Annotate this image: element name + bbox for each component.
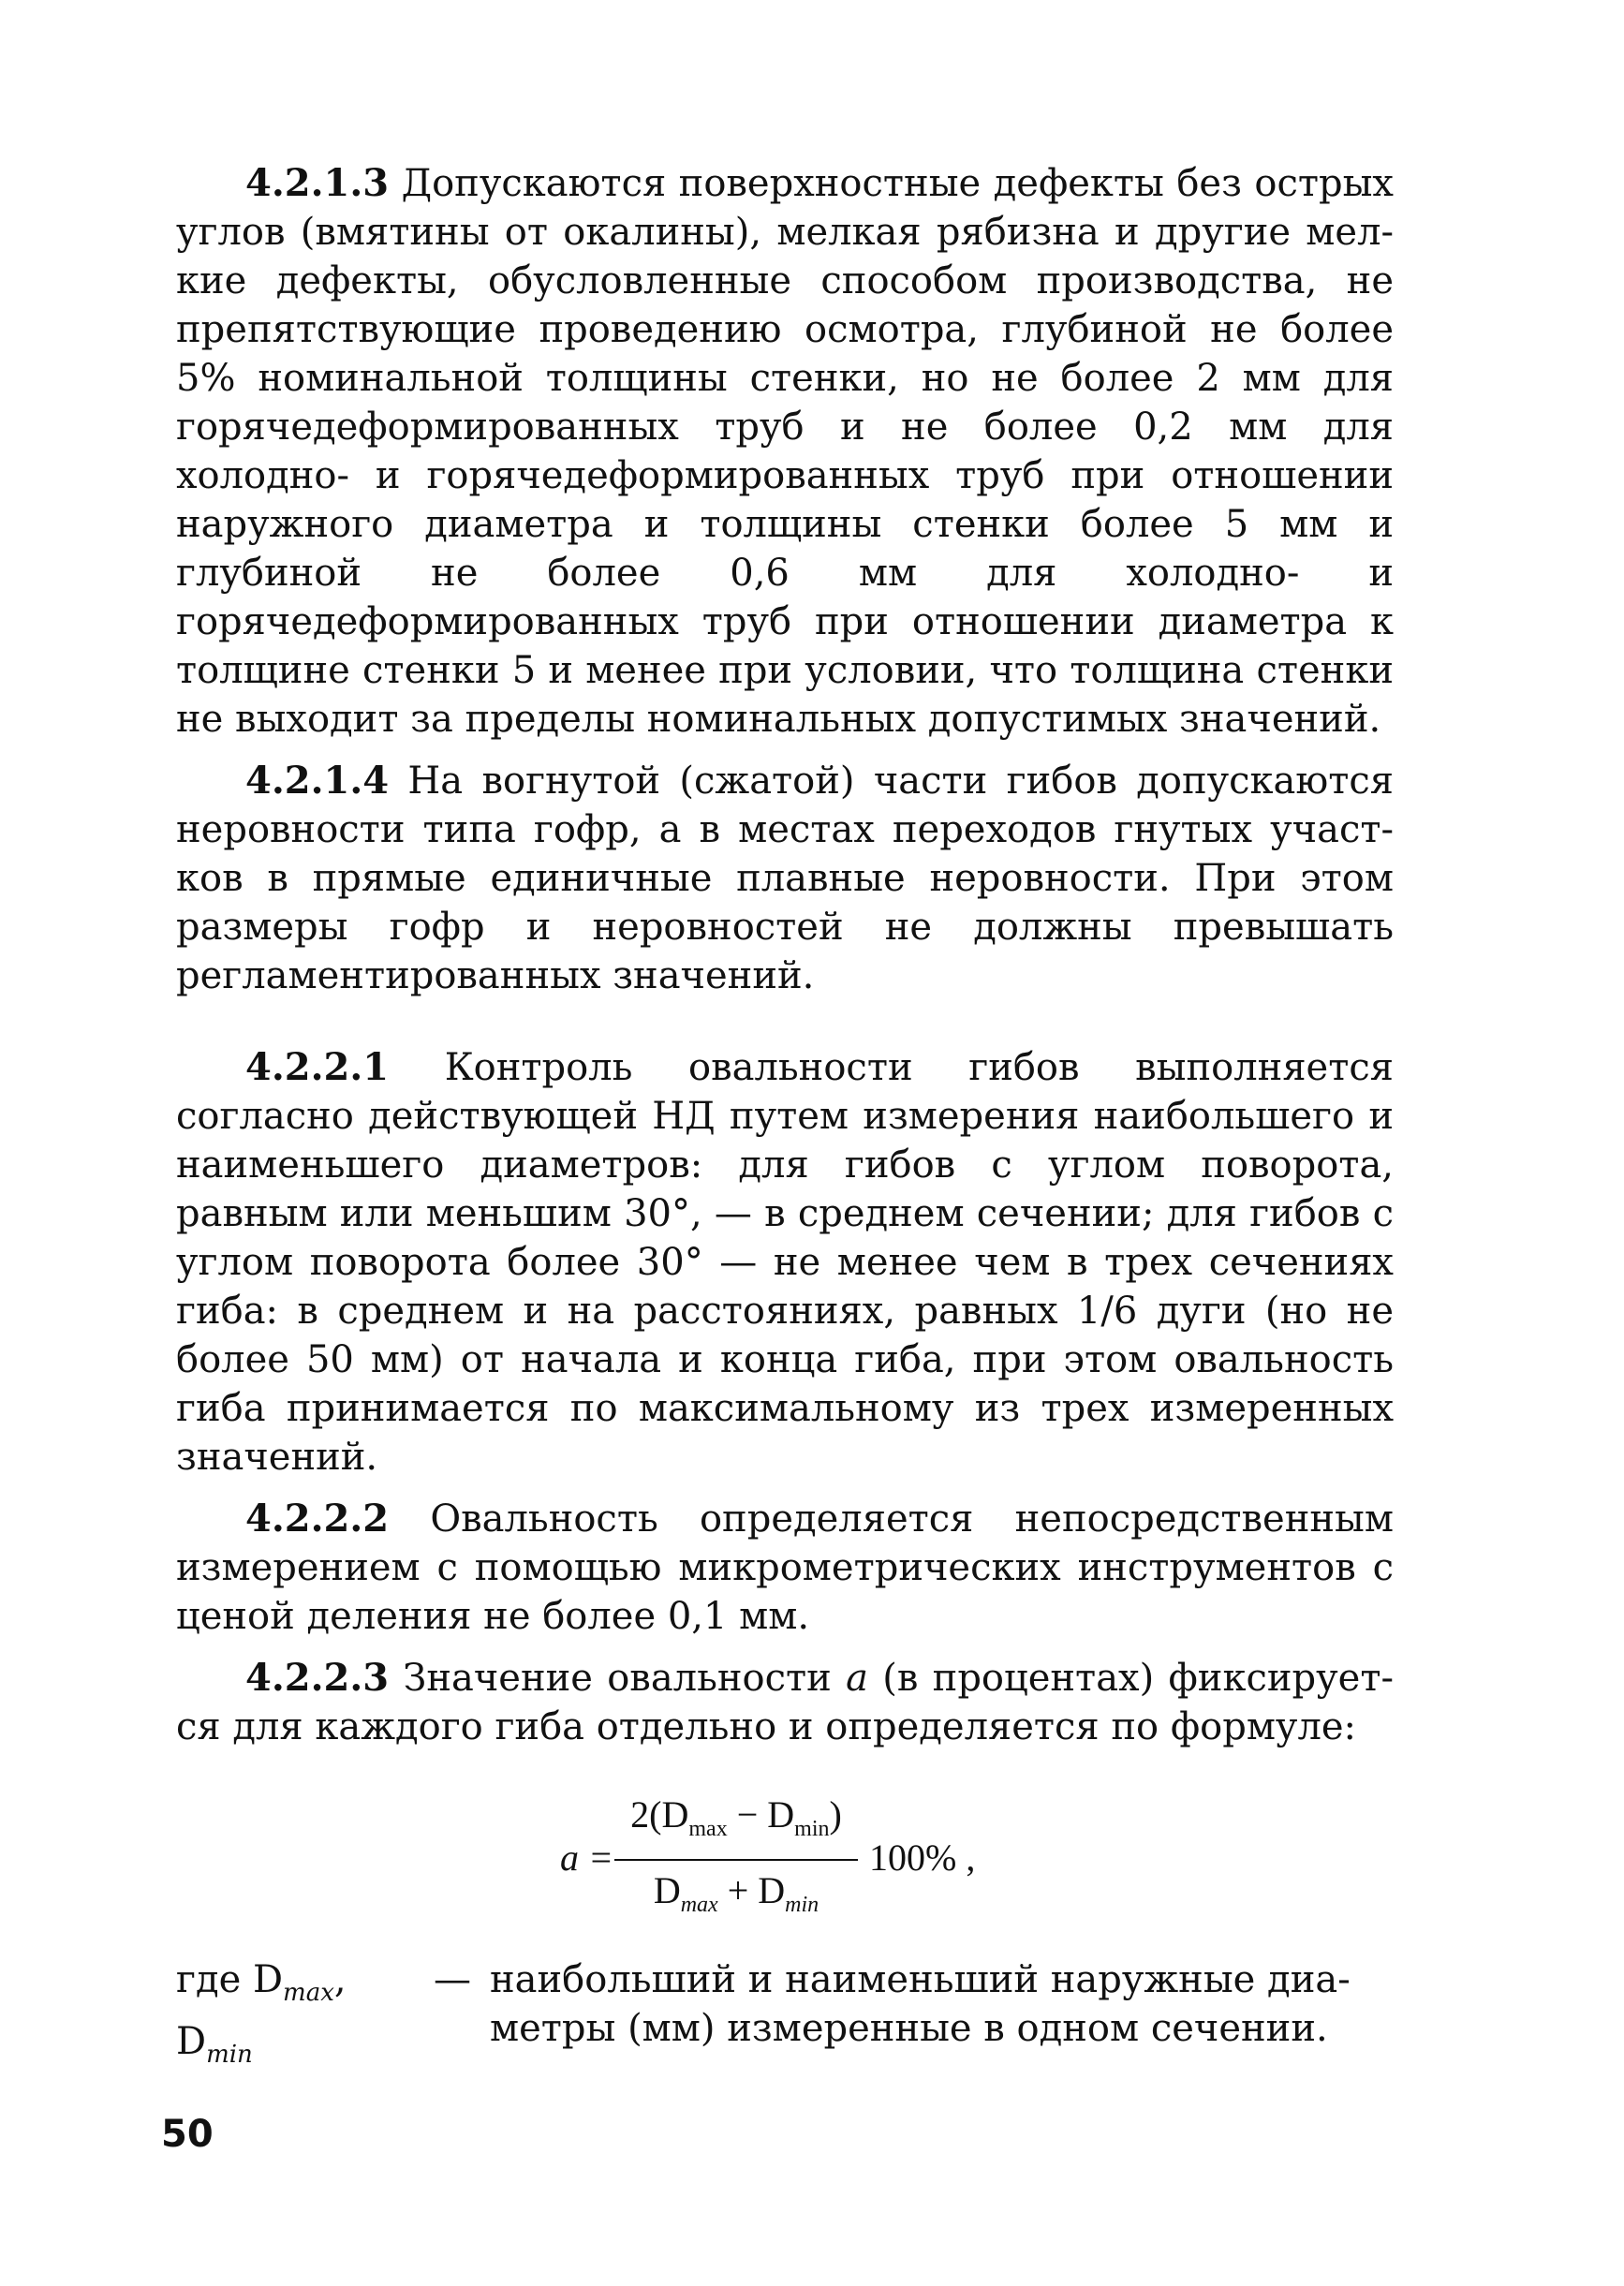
paragraph-text: Допускаются поверхностные дефекты без острых углов (вмятины от окалины), мелкая рябизна и другие мелкие дефекты, обусловленные способом производства, не препятствующие проведению осмотра, глубиной не более 5% номинальной толщины стенки, но не более 2 мм для горячедеформированных труб и не более 0,2 мм для холодно- и горячедеформированных труб при отношении наружного диаметра и толщины стенки более 5 мм и глубиной не более 0,6 мм для холодно- и горячедеформированных труб при отношении диаметра к толщине стенки 5 и менее при условии, что толщина стенки не выходит за пределы номинальных допустимых значений. <box>176 162 1394 741</box>
paragraph-text: (в процентах) фиксируется для каждого гиба отдельно и определяется по формуле: <box>176 1657 1394 1748</box>
paragraph-4-2-1-4 <box>176 757 1394 1000</box>
formula-subscript: min <box>794 1817 830 1841</box>
formula-text: + D <box>717 1869 786 1911</box>
clause-number: 4.2.2.2 <box>245 1497 390 1541</box>
formula-subscript: min <box>785 1893 819 1917</box>
where-term <box>176 1955 434 2079</box>
formula-text: − D <box>727 1793 795 1836</box>
where-dash: — <box>434 1958 471 2001</box>
formula-text: ) <box>829 1793 842 1836</box>
where-clause <box>176 1955 1394 2079</box>
formula-tail: 100% , <box>869 1836 976 1879</box>
paragraph-text: На вогнутой (сжатой) части гибов допускаются неровности типа гофр, а в местах переходов гнутых участков в прямые единичные плавные неровности. При этом размеры гофр и неровностей не должны превышать регламентированных значений. <box>176 760 1394 997</box>
where-subscript: max <box>283 1979 334 2007</box>
ovality-formula <box>176 1789 1394 1929</box>
where-text: где D <box>176 1958 284 2001</box>
formula-text: D <box>653 1869 681 1911</box>
where-text: , D <box>176 1958 347 2063</box>
clause-number: 4.2.2.3 <box>245 1656 390 1700</box>
formula-subscript: max <box>688 1817 728 1841</box>
document-page <box>176 159 1394 2079</box>
clause-number: 4.2.2.1 <box>245 1045 390 1089</box>
where-subscript: min <box>206 2041 253 2069</box>
where-definition: наибольший и наименьший наружные диаметры (мм) измеренные в одном сечении. <box>490 1958 1351 2050</box>
formula-text: 2(D <box>630 1793 689 1836</box>
page-number: 50 <box>161 2113 214 2156</box>
ovality-variable: a <box>846 1657 868 1700</box>
fraction-bar <box>614 1859 858 1861</box>
formula-denominator <box>614 1865 858 1931</box>
paragraph-4-2-1-3 <box>176 159 1394 744</box>
formula-lhs: a = <box>560 1836 613 1879</box>
paragraph-4-2-2-1 <box>176 1043 1394 1482</box>
paragraph-text: Значение овальности <box>389 1657 847 1700</box>
paragraph-text: Контроль овальности гибов выполняется согласно действующей НД путем измерения наибольшего и наименьшего диаметров: для гибов с углом поворота, равным или меньшим 30°, — в среднем сечении; для гибов с углом поворота более 30° — не менее чем в трех сечениях гиба: в среднем и на расстояниях, равных 1/6 дуги (но не более 50 мм) от начала и конца гиба, при этом овальность гиба принимается по максимальному из трех измеренных значений. <box>176 1046 1394 1479</box>
formula-fraction <box>614 1789 858 1931</box>
paragraph-4-2-2-3 <box>176 1654 1394 1751</box>
clause-number: 4.2.1.3 <box>245 161 390 205</box>
formula-numerator <box>614 1789 858 1855</box>
paragraph-text: Овальность определяется непосредственным измерением с помощью микрометрических инструментов с ценой деления не более 0,1 мм. <box>176 1497 1394 1638</box>
formula-subscript: max <box>680 1893 718 1917</box>
paragraph-4-2-2-2 <box>176 1495 1394 1641</box>
clause-number: 4.2.1.4 <box>245 759 390 803</box>
